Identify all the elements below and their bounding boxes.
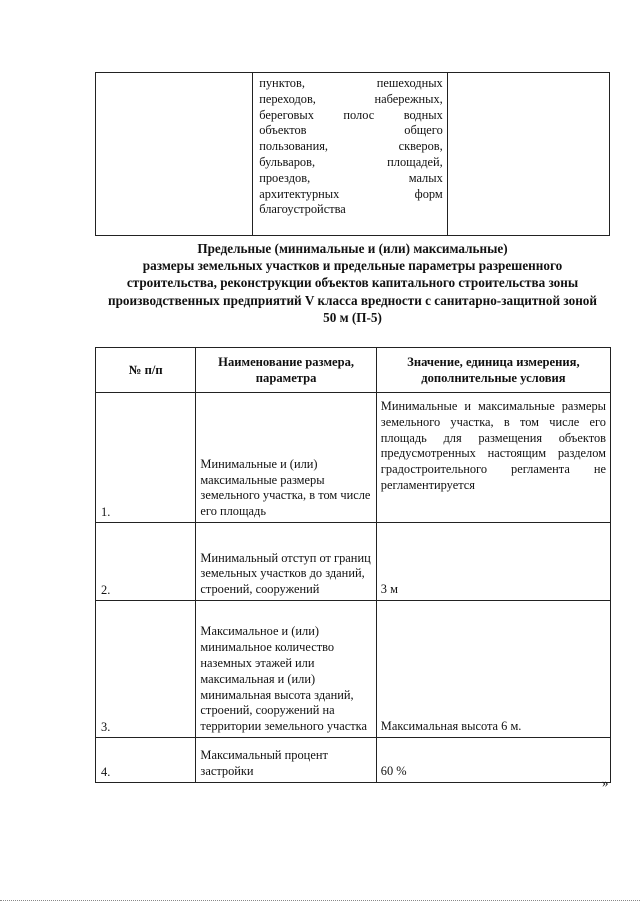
row-number: 2. xyxy=(96,523,196,601)
table-row xyxy=(96,738,611,783)
continuation-line: береговых полос водных xyxy=(259,107,443,122)
section-heading xyxy=(80,240,625,326)
column-header-name: Наименование размера, параметра xyxy=(196,348,376,393)
heading-line: размеры земельных участков и предельные параметры разрешенного xyxy=(142,258,563,274)
heading-line: 50 м (П-5) xyxy=(323,309,382,325)
parameters-table xyxy=(95,347,611,783)
parameter-name: Максимальное и (или) минимальное количество наземных этажей или максимальная и (или) минимальная высота зданий, строений, сооружений на территории земельного участка xyxy=(196,601,376,738)
continuation-line: бульваров, площадей, xyxy=(259,154,443,169)
row-number: 1. xyxy=(96,393,196,523)
row-number: 3. xyxy=(96,601,196,738)
continuation-line: проездов, малых xyxy=(259,170,443,185)
row-number: 4. xyxy=(96,738,196,783)
continuation-line: пользования, скверов, xyxy=(259,139,443,154)
table-row xyxy=(96,73,610,236)
continuation-cell xyxy=(253,73,448,236)
parameter-value: 60 % xyxy=(376,738,610,783)
closing-quote: » xyxy=(602,775,609,790)
heading-line: строительства, реконструкции объектов капитального строительства зоны xyxy=(126,275,579,291)
continuation-line: пунктов, пешеходных xyxy=(259,76,443,90)
continuation-line: переходов, набережных, xyxy=(259,91,443,106)
parameter-value: Минимальные и максимальные размеры земельного участка, в том числе его площадь для размещения объектов предусмотренных настоящим разделом градостроительного регламента не регламентируется xyxy=(376,393,610,523)
continuation-text xyxy=(253,73,447,218)
continuation-line: объектов общего xyxy=(259,123,443,138)
parameter-name: Максимальный процент застройки xyxy=(196,738,376,783)
table-row xyxy=(96,601,611,738)
empty-cell xyxy=(447,73,609,236)
continuation-table xyxy=(95,72,610,236)
continuation-line: благоустройства xyxy=(259,202,346,217)
parameter-value: 3 м xyxy=(376,523,610,601)
continuation-line: архитектурных форм xyxy=(259,186,443,201)
empty-cell xyxy=(96,73,253,236)
scan-edge-line xyxy=(0,900,640,902)
parameter-name: Минимальные и (или) максимальные размеры земельного участка, в том числе его площадь xyxy=(196,393,376,523)
column-header-value: Значение, единица измерения, дополнительные условия xyxy=(376,348,610,393)
column-header-number: № п/п xyxy=(96,348,196,393)
parameter-value: Максимальная высота 6 м. xyxy=(376,601,610,738)
table-row xyxy=(96,393,611,523)
heading-line: Предельные (минимальные и (или) максимальные) xyxy=(197,241,508,256)
parameter-name: Минимальный отступ от границ земельных участков до зданий, строений, сооружений xyxy=(196,523,376,601)
heading-line: производственных предприятий V класса вредности с санитарно-защитной зоной xyxy=(107,292,597,308)
table-header-row xyxy=(96,348,611,393)
table-row xyxy=(96,523,611,601)
